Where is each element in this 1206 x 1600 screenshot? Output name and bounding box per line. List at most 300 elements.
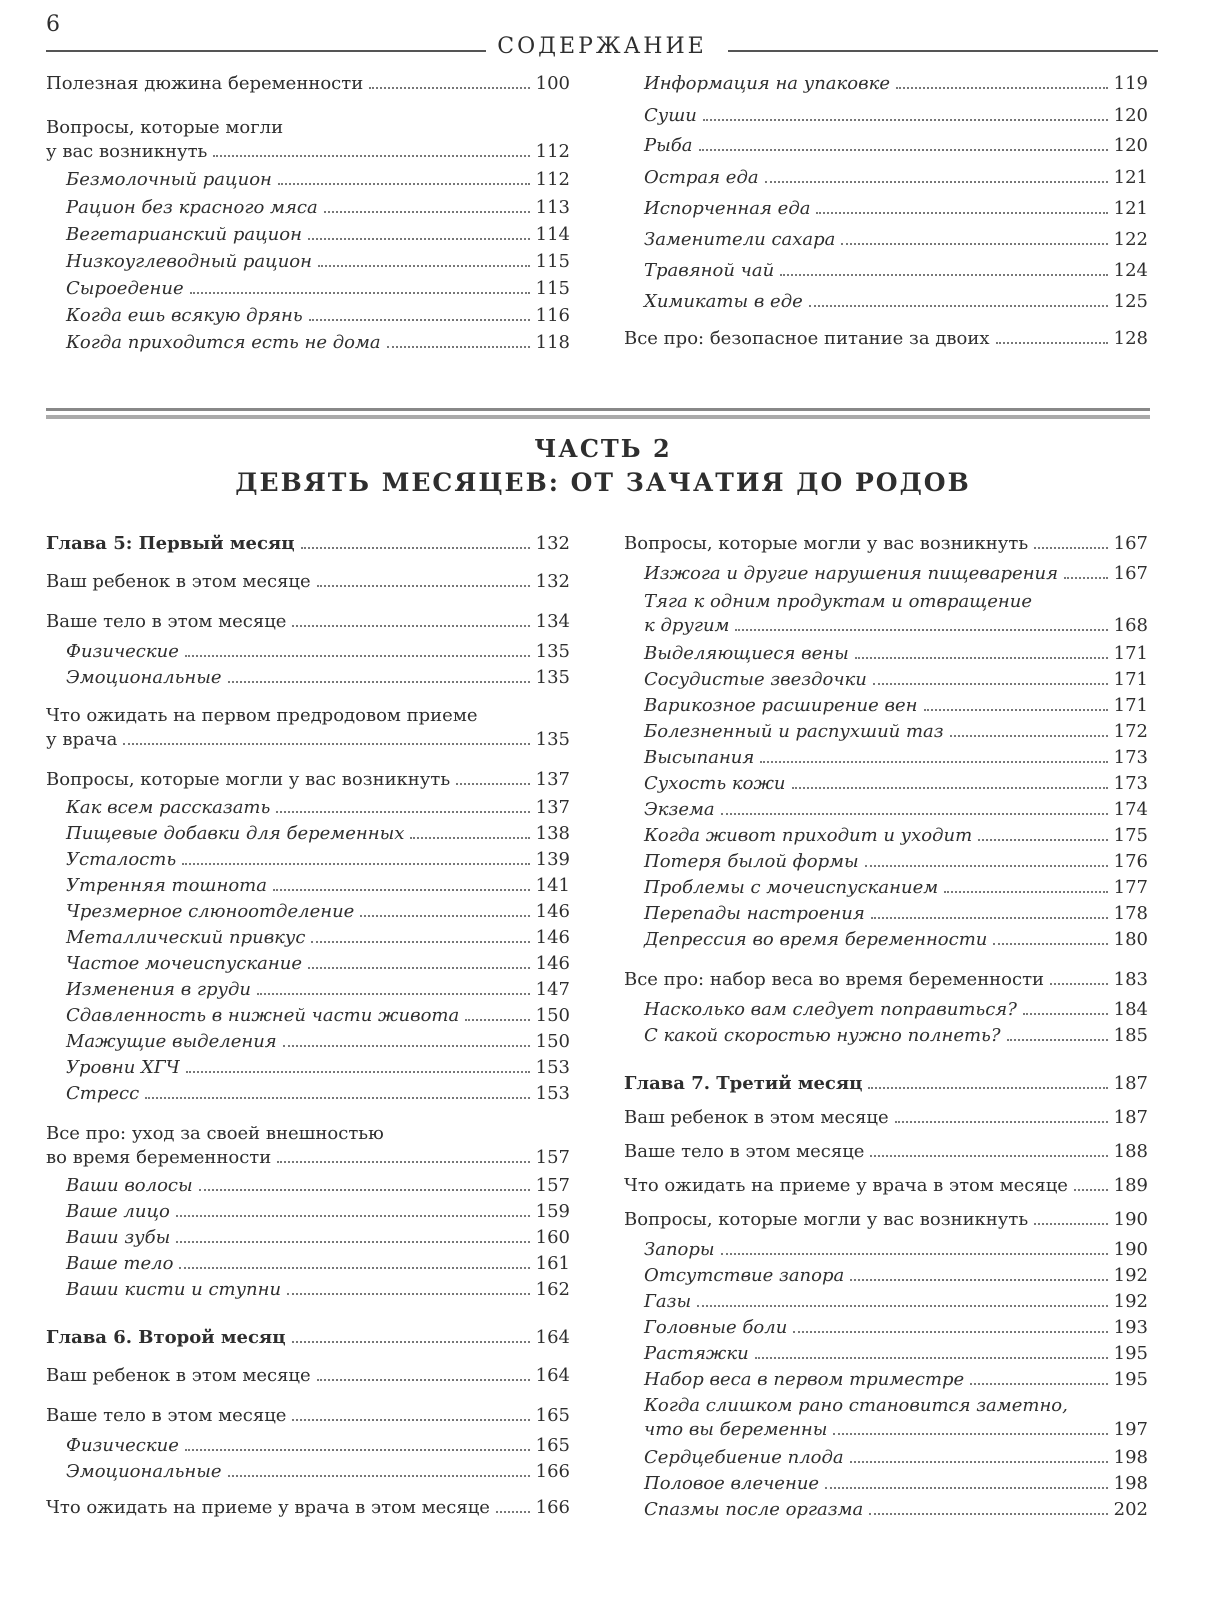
toc-entry-title: Сосудистые звездочки bbox=[644, 669, 867, 690]
toc-entry-page: 192 bbox=[1113, 1291, 1148, 1312]
toc-entry-page: 174 bbox=[1113, 799, 1148, 820]
toc-entry-page: 112 bbox=[535, 169, 570, 190]
toc-entry bbox=[46, 640, 570, 664]
toc-entry bbox=[46, 570, 570, 594]
toc-entry-page: 160 bbox=[535, 1227, 570, 1248]
toc-entry-page: 113 bbox=[535, 197, 570, 218]
toc-entry-title: Ваш ребенок в этом месяце bbox=[46, 571, 311, 592]
toc-entry-page: 118 bbox=[535, 332, 570, 353]
toc-entry bbox=[46, 1082, 570, 1106]
toc-entry bbox=[46, 1174, 570, 1198]
toc-entry-title: Рыба bbox=[644, 135, 693, 156]
toc-entry-title: Проблемы с мочеиспусканием bbox=[644, 877, 939, 898]
toc-entry bbox=[46, 196, 570, 220]
dot-leader bbox=[970, 1383, 1107, 1385]
toc-entry-page: 120 bbox=[1113, 105, 1148, 126]
toc-entry bbox=[46, 116, 570, 164]
dot-leader bbox=[755, 1357, 1108, 1359]
toc-column-top-right bbox=[624, 72, 1148, 362]
toc-entry bbox=[624, 1446, 1148, 1470]
toc-entry bbox=[624, 772, 1148, 796]
dot-leader bbox=[257, 993, 530, 995]
dot-leader bbox=[1007, 1039, 1108, 1041]
toc-entry bbox=[46, 168, 570, 192]
toc-entry-title: Когда слишком рано становится заметно, bbox=[644, 1395, 1068, 1416]
toc-entry bbox=[624, 166, 1148, 190]
toc-entry-title: Перепады настроения bbox=[644, 903, 865, 924]
toc-entry-line bbox=[644, 1418, 1148, 1442]
dot-leader bbox=[179, 1267, 529, 1269]
toc-entry bbox=[624, 694, 1148, 718]
toc-entry-page: 184 bbox=[1113, 999, 1148, 1020]
toc-entry bbox=[46, 1496, 570, 1520]
dot-leader bbox=[283, 1045, 530, 1047]
toc-entry bbox=[46, 72, 570, 96]
toc-entry-title: Половое влечение bbox=[644, 1473, 820, 1494]
toc-entry bbox=[46, 1122, 570, 1170]
toc-entry-title: Экзема bbox=[644, 799, 715, 820]
toc-entry bbox=[624, 850, 1148, 874]
toc-entry-page: 190 bbox=[1113, 1239, 1148, 1260]
dot-leader bbox=[308, 967, 530, 969]
toc-entry-title: Мажущие выделения bbox=[66, 1031, 277, 1052]
dot-leader bbox=[780, 274, 1107, 276]
toc-entry-page: 135 bbox=[535, 667, 570, 688]
toc-entry bbox=[46, 1200, 570, 1224]
toc-entry-title: Ваше тело в этом месяце bbox=[46, 1405, 287, 1426]
toc-entry bbox=[624, 197, 1148, 221]
dot-leader bbox=[311, 941, 529, 943]
toc-entry-page: 165 bbox=[535, 1405, 570, 1426]
dot-leader bbox=[873, 683, 1108, 685]
toc-entry bbox=[624, 134, 1148, 158]
toc-entry-page: 171 bbox=[1113, 643, 1148, 664]
toc-entry-page: 192 bbox=[1113, 1265, 1148, 1286]
toc-entry-page: 171 bbox=[1113, 669, 1148, 690]
toc-entry-page: 164 bbox=[535, 1327, 570, 1348]
toc-entry-title: Набор веса в первом триместре bbox=[644, 1369, 965, 1390]
toc-entry-title-cont: у врача bbox=[46, 729, 118, 750]
dot-leader bbox=[1074, 1189, 1108, 1191]
toc-entry-page: 128 bbox=[1113, 328, 1148, 349]
toc-entry-page: 150 bbox=[535, 1005, 570, 1026]
toc-entry-title: Варикозное расширение вен bbox=[644, 695, 918, 716]
toc-entry-title: Ваш ребенок в этом месяце bbox=[624, 1107, 889, 1128]
dot-leader bbox=[868, 1087, 1107, 1089]
toc-entry-title: Все про: уход за своей внешностью bbox=[46, 1123, 384, 1144]
toc-entry-title: Утренняя тошнота bbox=[66, 875, 267, 896]
toc-entry bbox=[624, 532, 1148, 556]
toc-entry-title: Ваши зубы bbox=[66, 1227, 171, 1248]
toc-column-bottom-left bbox=[46, 532, 570, 1532]
dot-leader bbox=[721, 813, 1108, 815]
toc-entry bbox=[624, 824, 1148, 848]
dot-leader bbox=[865, 865, 1108, 867]
toc-entry-page: 193 bbox=[1113, 1317, 1148, 1338]
toc-entry bbox=[624, 876, 1148, 900]
dot-leader bbox=[871, 917, 1108, 919]
toc-entry-title: Безмолочный рацион bbox=[66, 169, 272, 190]
toc-entry bbox=[624, 72, 1148, 96]
toc-column-top-left bbox=[46, 72, 570, 362]
toc-entry bbox=[46, 1252, 570, 1276]
toc-entry bbox=[46, 822, 570, 846]
toc-entry-page: 125 bbox=[1113, 291, 1148, 312]
dot-leader bbox=[410, 837, 529, 839]
toc-entry-title: Ваше тело в этом месяце bbox=[46, 611, 287, 632]
toc-entry-page: 135 bbox=[535, 729, 570, 750]
toc-entry bbox=[46, 1404, 570, 1428]
toc-entry-title: Что ожидать на первом предродовом приеме bbox=[46, 705, 478, 726]
toc-entry-title: Пищевые добавки для беременных bbox=[66, 823, 405, 844]
toc-entry-title: Отсутствие запора bbox=[644, 1265, 845, 1286]
dot-leader bbox=[287, 1293, 530, 1295]
toc-entry-title: Частое мочеиспускание bbox=[66, 953, 302, 974]
toc-entry-page: 132 bbox=[535, 533, 570, 554]
toc-entry-title: Глава 6. Второй месяц bbox=[46, 1327, 286, 1348]
toc-entry-page: 202 bbox=[1113, 1499, 1148, 1520]
toc-entry-title: Травяной чай bbox=[644, 260, 775, 281]
toc-entry-page: 177 bbox=[1113, 877, 1148, 898]
toc-entry bbox=[624, 1368, 1148, 1392]
toc-entry-page: 124 bbox=[1113, 260, 1148, 281]
toc-entry bbox=[46, 331, 570, 355]
dot-leader bbox=[870, 1155, 1107, 1157]
toc-entry-title: Рацион без красного мяса bbox=[66, 197, 318, 218]
toc-entry bbox=[46, 874, 570, 898]
dot-leader bbox=[1064, 577, 1108, 579]
toc-entry bbox=[46, 1460, 570, 1484]
toc-entry-title: Ваш ребенок в этом месяце bbox=[46, 1365, 311, 1386]
toc-entry-page: 121 bbox=[1113, 167, 1148, 188]
toc-entry-page: 167 bbox=[1113, 563, 1148, 584]
toc-entry-title: Эмоциональные bbox=[66, 667, 222, 688]
dot-leader bbox=[277, 1161, 529, 1163]
dot-leader bbox=[190, 292, 530, 294]
toc-entry-title: Вопросы, которые могли у вас возникнуть bbox=[624, 533, 1029, 554]
toc-entry bbox=[46, 926, 570, 950]
toc-entry-page: 120 bbox=[1113, 135, 1148, 156]
toc-entry-title: Спазмы после оргазма bbox=[644, 1499, 864, 1520]
dot-leader bbox=[465, 1019, 529, 1021]
toc-entry-page: 176 bbox=[1113, 851, 1148, 872]
dot-leader bbox=[292, 625, 529, 627]
toc-entry-page: 180 bbox=[1113, 929, 1148, 950]
section-divider-top bbox=[46, 408, 1150, 411]
toc-entry bbox=[624, 998, 1148, 1022]
toc-entry-page: 100 bbox=[535, 73, 570, 94]
dot-leader bbox=[760, 761, 1107, 763]
toc-entry-page: 175 bbox=[1113, 825, 1148, 846]
toc-entry-page: 188 bbox=[1113, 1141, 1148, 1162]
dot-leader bbox=[369, 87, 529, 89]
toc-entry-page: 190 bbox=[1113, 1209, 1148, 1230]
dot-leader bbox=[182, 863, 530, 865]
toc-entry bbox=[624, 746, 1148, 770]
header-title: СОДЕРЖАНИЕ bbox=[497, 34, 707, 59]
toc-entry-title: Когда живот приходит и уходит bbox=[644, 825, 973, 846]
toc-entry bbox=[624, 1342, 1148, 1366]
section-divider-bottom bbox=[46, 415, 1150, 419]
toc-entry-page: 119 bbox=[1113, 73, 1148, 94]
dot-leader bbox=[1034, 1223, 1107, 1225]
toc-entry-title: Физические bbox=[66, 641, 179, 662]
toc-entry-page: 122 bbox=[1113, 229, 1148, 250]
dot-leader bbox=[850, 1461, 1108, 1463]
dot-leader bbox=[123, 743, 529, 745]
toc-entry-title: Выделяющиеся вены bbox=[644, 643, 849, 664]
toc-entry-title: Вопросы, которые могли bbox=[46, 117, 284, 138]
dot-leader bbox=[869, 1513, 1107, 1515]
toc-entry bbox=[46, 532, 570, 556]
toc-entry-page: 132 bbox=[535, 571, 570, 592]
toc-entry bbox=[624, 590, 1148, 638]
toc-entry bbox=[46, 1030, 570, 1054]
dot-leader bbox=[145, 1097, 529, 1099]
toc-entry-page: 189 bbox=[1113, 1175, 1148, 1196]
toc-entry-title: Эмоциональные bbox=[66, 1461, 222, 1482]
toc-entry-title: Полезная дюжина беременности bbox=[46, 73, 364, 94]
toc-entry bbox=[46, 796, 570, 820]
toc-entry bbox=[46, 900, 570, 924]
toc-entry-page: 115 bbox=[535, 278, 570, 299]
dot-leader bbox=[944, 891, 1107, 893]
toc-entry-title: Ваше тело bbox=[66, 1253, 174, 1274]
toc-entry-title: Когда ешь всякую дрянь bbox=[66, 305, 303, 326]
toc-entry-page: 171 bbox=[1113, 695, 1148, 716]
toc-entry-title: Что ожидать на приеме у врача в этом месяце bbox=[624, 1175, 1068, 1196]
dot-leader bbox=[318, 265, 530, 267]
toc-entry-title: Как всем рассказать bbox=[66, 797, 271, 818]
toc-entry-title: Сердцебиение плода bbox=[644, 1447, 844, 1468]
toc-entry bbox=[624, 1394, 1148, 1442]
toc-entry bbox=[46, 277, 570, 301]
dot-leader bbox=[703, 119, 1108, 121]
toc-entry-page: 166 bbox=[535, 1461, 570, 1482]
dot-leader bbox=[895, 1121, 1108, 1123]
toc-entry bbox=[624, 327, 1148, 351]
toc-entry bbox=[624, 1264, 1148, 1288]
toc-entry-page: 161 bbox=[535, 1253, 570, 1274]
toc-entry-title: Вопросы, которые могли у вас возникнуть bbox=[624, 1209, 1029, 1230]
toc-entry-page: 159 bbox=[535, 1201, 570, 1222]
toc-entry-title: Стресс bbox=[66, 1083, 140, 1104]
dot-leader bbox=[793, 1331, 1107, 1333]
toc-entry bbox=[624, 1208, 1148, 1232]
toc-entry bbox=[624, 1140, 1148, 1164]
toc-entry-page: 173 bbox=[1113, 773, 1148, 794]
toc-entry-title: Когда приходится есть не дома bbox=[66, 332, 381, 353]
toc-entry-title: Потеря былой формы bbox=[644, 851, 859, 872]
dot-leader bbox=[176, 1241, 529, 1243]
toc-entry-page: 167 bbox=[1113, 533, 1148, 554]
toc-entry-title: Ваше лицо bbox=[66, 1201, 170, 1222]
dot-leader bbox=[792, 787, 1108, 789]
toc-entry bbox=[624, 798, 1148, 822]
toc-entry bbox=[624, 968, 1148, 992]
toc-entry-title: Головные боли bbox=[644, 1317, 788, 1338]
toc-entry-page: 115 bbox=[535, 251, 570, 272]
toc-column-bottom-right bbox=[624, 532, 1148, 1532]
dot-leader bbox=[735, 629, 1107, 631]
toc-entry bbox=[46, 304, 570, 328]
toc-entry-page: 147 bbox=[535, 979, 570, 1000]
toc-entry bbox=[624, 928, 1148, 952]
dot-leader bbox=[924, 709, 1108, 711]
dot-leader bbox=[841, 243, 1107, 245]
toc-entry-page: 185 bbox=[1113, 1025, 1148, 1046]
toc-entry-title: Депрессия во время беременности bbox=[644, 929, 988, 950]
toc-entry-page: 198 bbox=[1113, 1447, 1148, 1468]
toc-entry-page: 168 bbox=[1113, 615, 1148, 636]
toc-entry-title: Информация на упаковке bbox=[644, 73, 890, 94]
dot-leader bbox=[185, 1449, 530, 1451]
toc-entry bbox=[624, 562, 1148, 586]
toc-entry bbox=[624, 1106, 1148, 1130]
toc-entry-page: 146 bbox=[535, 901, 570, 922]
toc-entry bbox=[46, 223, 570, 247]
toc-entry bbox=[46, 1326, 570, 1350]
toc-entry-page: 195 bbox=[1113, 1343, 1148, 1364]
toc-entry-title: Уровни ХГЧ bbox=[66, 1057, 180, 1078]
toc-entry-page: 165 bbox=[535, 1435, 570, 1456]
toc-entry-title-cont: во время беременности bbox=[46, 1147, 272, 1168]
toc-entry-page: 187 bbox=[1113, 1073, 1148, 1094]
dot-leader bbox=[765, 181, 1108, 183]
toc-entry-title: Все про: безопасное питание за двоих bbox=[624, 328, 990, 349]
toc-entry-title: Сухость кожи bbox=[644, 773, 786, 794]
toc-entry bbox=[46, 848, 570, 872]
dot-leader bbox=[850, 1279, 1107, 1281]
toc-entry-title: Низкоуглеводный рацион bbox=[66, 251, 312, 272]
dot-leader bbox=[387, 346, 530, 348]
dot-leader bbox=[228, 681, 530, 683]
toc-entry bbox=[46, 952, 570, 976]
toc-entry-title: Металлический привкус bbox=[66, 927, 306, 948]
toc-entry bbox=[46, 1226, 570, 1250]
toc-entry-title: Изменения в груди bbox=[66, 979, 251, 1000]
dot-leader bbox=[185, 655, 530, 657]
toc-entry-page: 134 bbox=[535, 611, 570, 632]
dot-leader bbox=[496, 1511, 530, 1513]
toc-entry-title: Острая еда bbox=[644, 167, 759, 188]
toc-entry-page: 172 bbox=[1113, 721, 1148, 742]
toc-entry-page: 153 bbox=[535, 1057, 570, 1078]
toc-entry-page: 139 bbox=[535, 849, 570, 870]
dot-leader bbox=[1050, 983, 1108, 985]
toc-entry-title: Ваши кисти и ступни bbox=[66, 1279, 282, 1300]
toc-entry-line bbox=[46, 140, 570, 164]
dot-leader bbox=[301, 547, 530, 549]
toc-entry-page: 138 bbox=[535, 823, 570, 844]
dot-leader bbox=[1023, 1013, 1108, 1015]
toc-entry bbox=[624, 1072, 1148, 1096]
toc-entry-title: Физические bbox=[66, 1435, 179, 1456]
dot-leader bbox=[697, 1305, 1108, 1307]
toc-entry-title: Вопросы, которые могли у вас возникнуть bbox=[46, 769, 451, 790]
dot-leader bbox=[276, 811, 529, 813]
toc-entry-title: Вегетарианский рацион bbox=[66, 224, 302, 245]
toc-entry-title: Растяжки bbox=[644, 1343, 749, 1364]
toc-entry-page: 166 bbox=[535, 1497, 570, 1518]
dot-leader bbox=[855, 657, 1108, 659]
dot-leader bbox=[292, 1341, 530, 1343]
dot-leader bbox=[228, 1475, 530, 1477]
toc-entry-page: 141 bbox=[535, 875, 570, 896]
running-header bbox=[46, 34, 1158, 64]
toc-entry-title: Ваше тело в этом месяце bbox=[624, 1141, 865, 1162]
toc-entry-title-cont: к другим bbox=[644, 615, 730, 636]
toc-entry-title: Насколько вам следует поправиться? bbox=[644, 999, 1017, 1020]
dot-leader bbox=[278, 183, 530, 185]
dot-leader bbox=[273, 889, 530, 891]
toc-entry bbox=[46, 666, 570, 690]
toc-entry bbox=[624, 290, 1148, 314]
dot-leader bbox=[199, 1189, 530, 1191]
dot-leader bbox=[809, 305, 1108, 307]
toc-entry-title: Химикаты в еде bbox=[644, 291, 803, 312]
toc-entry bbox=[624, 1472, 1148, 1496]
toc-entry bbox=[46, 768, 570, 792]
dot-leader bbox=[996, 342, 1108, 344]
toc-entry-page: 164 bbox=[535, 1365, 570, 1386]
dot-leader bbox=[825, 1487, 1108, 1489]
toc-entry bbox=[46, 1056, 570, 1080]
toc-entry-line bbox=[644, 614, 1148, 638]
dot-leader bbox=[317, 585, 530, 587]
toc-entry-title: Глава 5: Первый месяц bbox=[46, 533, 295, 554]
toc-entry-page: 116 bbox=[535, 305, 570, 326]
toc-entry-page: 183 bbox=[1113, 969, 1148, 990]
toc-entry bbox=[624, 720, 1148, 744]
dot-leader bbox=[292, 1419, 529, 1421]
dot-leader bbox=[978, 839, 1107, 841]
toc-entry bbox=[624, 642, 1148, 666]
toc-entry-page: 146 bbox=[535, 927, 570, 948]
toc-entry-page: 153 bbox=[535, 1083, 570, 1104]
toc-entry-page: 114 bbox=[535, 224, 570, 245]
toc-entry-page: 157 bbox=[535, 1175, 570, 1196]
toc-entry-page: 112 bbox=[535, 141, 570, 162]
toc-entry bbox=[46, 1434, 570, 1458]
toc-entry-title: Запоры bbox=[644, 1239, 715, 1260]
toc-entry-line bbox=[46, 728, 570, 752]
dot-leader bbox=[833, 1433, 1107, 1435]
toc-entry bbox=[46, 1004, 570, 1028]
page-number: 6 bbox=[46, 12, 60, 37]
toc-entry-page: 150 bbox=[535, 1031, 570, 1052]
toc-entry bbox=[46, 1364, 570, 1388]
dot-leader bbox=[176, 1215, 530, 1217]
toc-entry-page: 121 bbox=[1113, 198, 1148, 219]
toc-entry-page: 178 bbox=[1113, 903, 1148, 924]
dot-leader bbox=[993, 943, 1107, 945]
dot-leader bbox=[1034, 547, 1107, 549]
toc-entry-page: 146 bbox=[535, 953, 570, 974]
toc-entry-title: Усталость bbox=[66, 849, 177, 870]
part-label: ЧАСТЬ 2 bbox=[534, 434, 672, 463]
toc-entry bbox=[624, 668, 1148, 692]
toc-entry-title: Что ожидать на приеме у врача в этом месяце bbox=[46, 1497, 490, 1518]
toc-entry-page: 137 bbox=[535, 797, 570, 818]
toc-entry bbox=[624, 1174, 1148, 1198]
dot-leader bbox=[186, 1071, 530, 1073]
toc-entry bbox=[624, 1498, 1148, 1522]
toc-entry-title: Тяга к одним продуктам и отвращение bbox=[644, 591, 1033, 612]
toc-entry-title: Высыпания bbox=[644, 747, 755, 768]
toc-entry-page: 187 bbox=[1113, 1107, 1148, 1128]
toc-entry-title: Чрезмерное слюноотделение bbox=[66, 901, 355, 922]
